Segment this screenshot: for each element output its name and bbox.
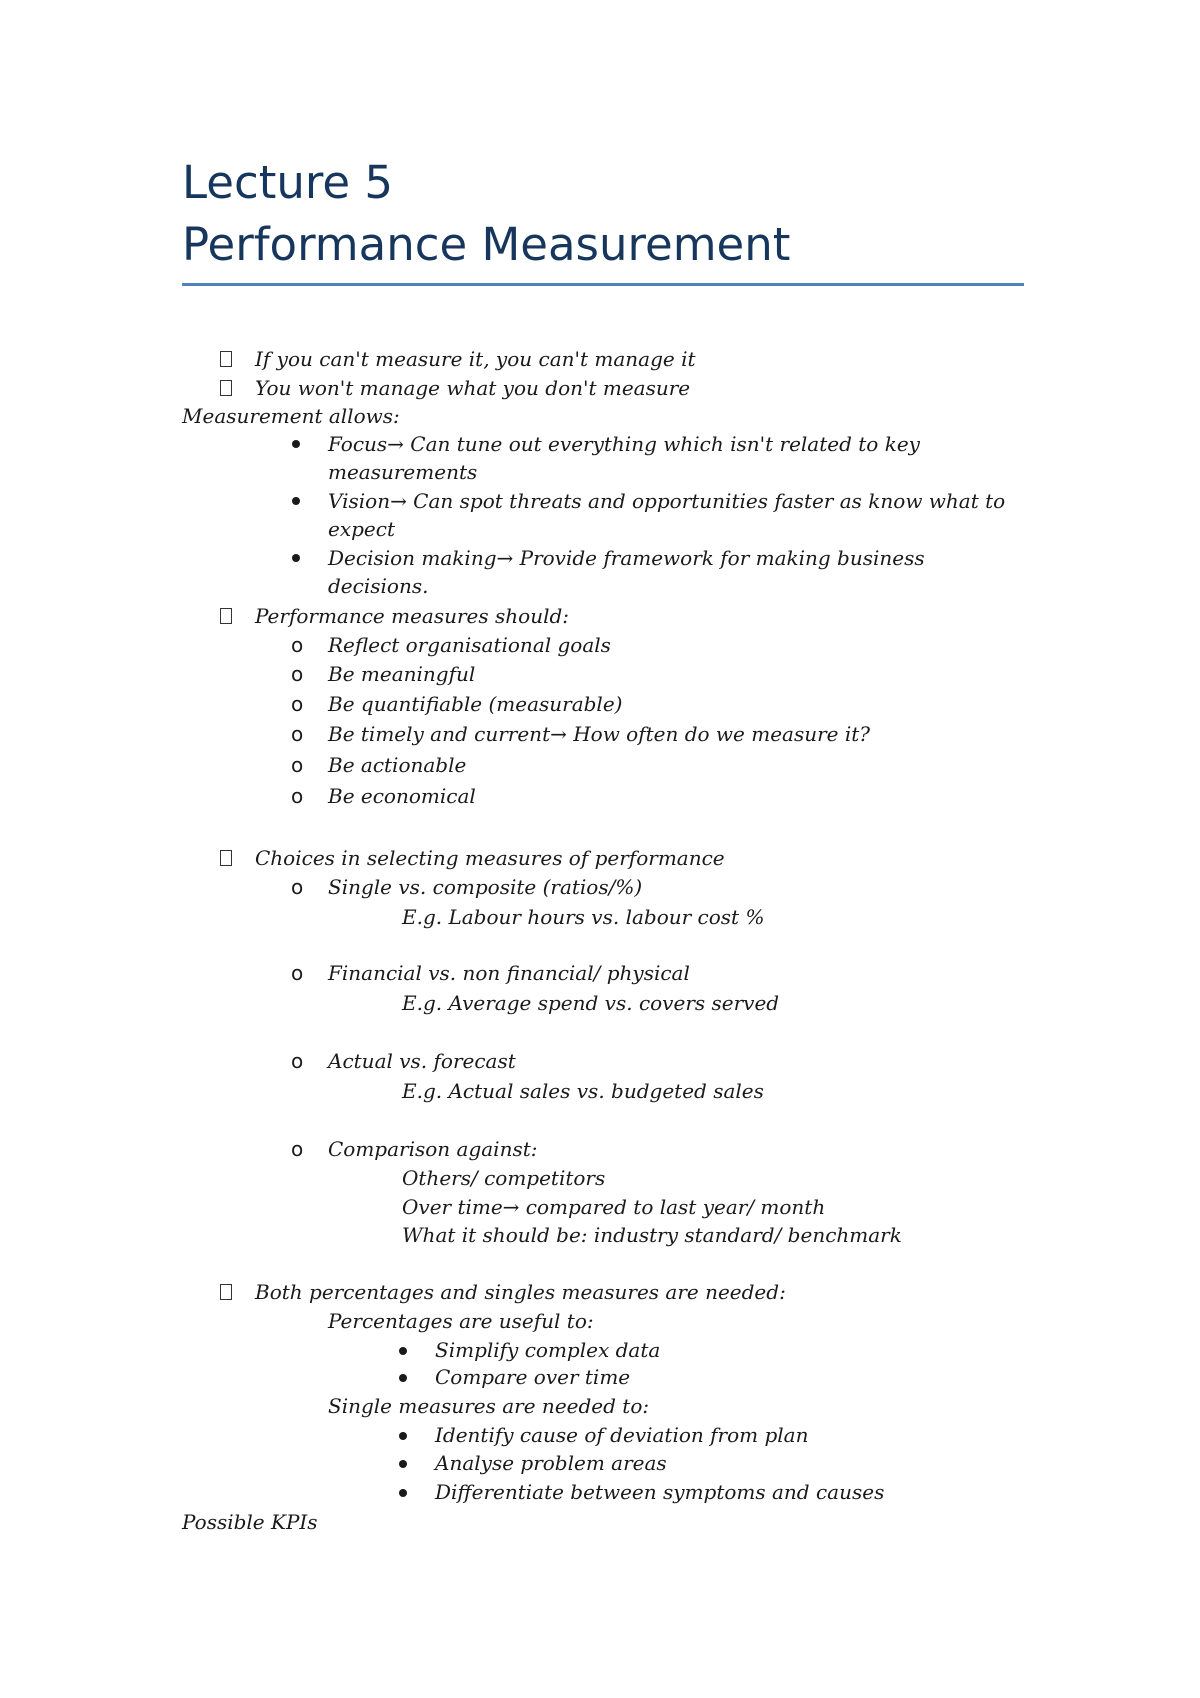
sub-bullet-icon: o (291, 633, 304, 657)
should-item: Reflect organisational goals (328, 633, 611, 657)
sub-bullet-icon: o (291, 961, 304, 985)
should-item: Be actionable (328, 753, 467, 777)
single-heading: Single measures are needed to: (328, 1394, 650, 1418)
decision-line-2: decisions. (328, 574, 429, 598)
should-item: Be meaningful (328, 662, 476, 686)
bullet-icon (399, 1489, 407, 1497)
should-heading: Performance measures should: (255, 604, 570, 628)
title-rule (182, 283, 1024, 286)
sub-bullet-icon: o (291, 784, 304, 808)
single-item: Identify cause of deviation from plan (435, 1423, 809, 1447)
quote-1: If you can't measure it, you can't manage it (255, 347, 696, 371)
choice-1-example: E.g. Labour hours vs. labour cost % (402, 905, 765, 929)
percentages-heading: Percentages are useful to: (328, 1309, 594, 1333)
choice-1: Single vs. composite (ratios/%) (328, 875, 643, 899)
percentages-item: Compare over time (435, 1365, 631, 1389)
checkbox-bullet-icon (220, 1284, 232, 1300)
sub-bullet-icon: o (291, 875, 304, 899)
sub-bullet-icon: o (291, 753, 304, 777)
decision-line-1: Decision making→ Provide framework for making business (328, 546, 925, 570)
sub-bullet-icon: o (291, 1049, 304, 1073)
title-line-2: Performance Measurement (182, 218, 791, 271)
bullet-icon (399, 1432, 407, 1440)
quote-2: You won't manage what you don't measure (255, 376, 691, 400)
bullet-icon (292, 497, 300, 505)
possible-kpis: Possible KPIs (182, 1510, 318, 1534)
bullet-icon (292, 440, 300, 448)
checkbox-bullet-icon (220, 351, 232, 367)
comparison-item: Others/ competitors (402, 1166, 606, 1190)
comparison-item: Over time→ compared to last year/ month (402, 1195, 826, 1219)
choices-heading: Choices in selecting measures of performance (255, 846, 725, 870)
percentages-item: Simplify complex data (435, 1338, 661, 1362)
checkbox-bullet-icon (220, 850, 232, 866)
vision-line-1: Vision→ Can spot threats and opportunities faster as know what to (328, 489, 1006, 513)
should-item: Be economical (328, 784, 476, 808)
choice-2: Financial vs. non financial/ physical (328, 961, 690, 985)
comparison-item: What it should be: industry standard/ benchmark (402, 1223, 902, 1247)
single-item: Analyse problem areas (435, 1451, 667, 1475)
should-item: Be quantifiable (measurable) (328, 692, 623, 716)
bullet-icon (399, 1347, 407, 1355)
choice-3-example: E.g. Actual sales vs. budgeted sales (402, 1079, 764, 1103)
sub-bullet-icon: o (291, 722, 304, 746)
checkbox-bullet-icon (220, 608, 232, 624)
bullet-icon (399, 1374, 407, 1382)
focus-line-2: measurements (328, 460, 478, 484)
checkbox-bullet-icon (220, 380, 232, 396)
single-item: Differentiate between symptoms and causes (435, 1480, 885, 1504)
sub-bullet-icon: o (291, 1137, 304, 1161)
both-heading: Both percentages and singles measures are needed: (255, 1280, 786, 1304)
bullet-icon (399, 1460, 407, 1468)
should-item: Be timely and current→ How often do we measure it? (328, 722, 871, 746)
choice-3: Actual vs. forecast (328, 1049, 516, 1073)
sub-bullet-icon: o (291, 662, 304, 686)
choice-4: Comparison against: (328, 1137, 538, 1161)
vision-line-2: expect (328, 517, 395, 541)
title-line-1: Lecture 5 (182, 156, 394, 209)
allows-heading: Measurement allows: (182, 404, 400, 428)
focus-line-1: Focus→ Can tune out everything which isn't related to key (328, 432, 920, 456)
choice-2-example: E.g. Average spend vs. covers served (402, 991, 780, 1015)
bullet-icon (292, 554, 300, 562)
sub-bullet-icon: o (291, 692, 304, 716)
